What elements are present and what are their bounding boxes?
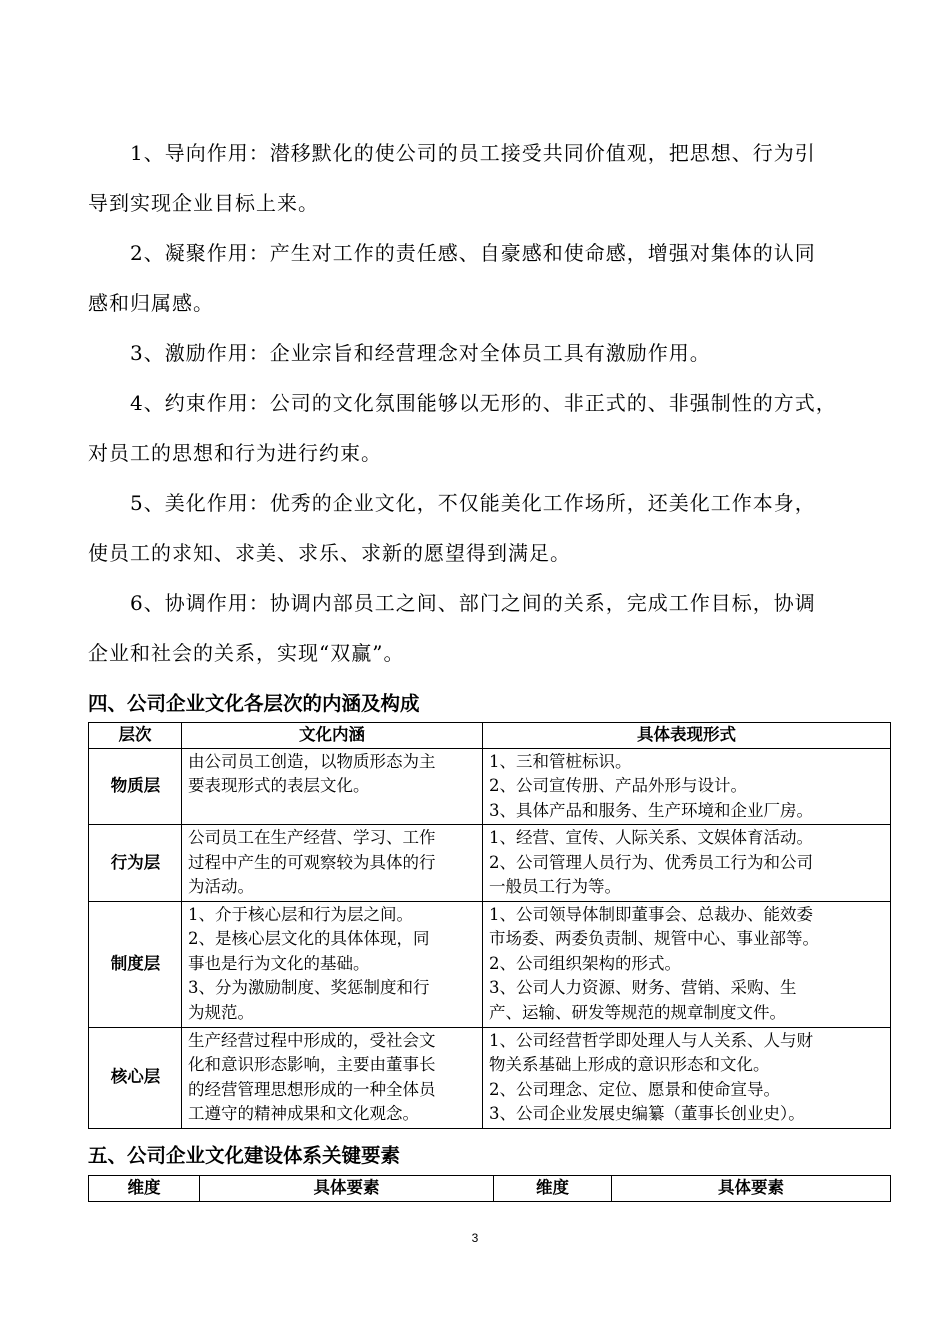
header-dimension: 维度 bbox=[89, 1176, 200, 1202]
forms-line: 2、公司理念、定位、愿景和使命宣导。 bbox=[489, 1079, 780, 1099]
key-elements-table bbox=[88, 1175, 891, 1202]
culture-levels-table bbox=[88, 722, 891, 1129]
level-cell: 制度层 bbox=[89, 901, 182, 1027]
paragraph-4-line-2: 对员工的思想和行为进行约束。 bbox=[88, 441, 382, 465]
meaning-line: 为规范。 bbox=[188, 1002, 254, 1022]
forms-line: 3、公司人力资源、财务、营销、采购、生 bbox=[489, 978, 797, 997]
header-forms: 具体表现形式 bbox=[483, 723, 891, 749]
meaning-line: 的经营管理思想形成的一种全体员 bbox=[188, 1079, 436, 1099]
meaning-line: 工遵守的精神成果和文化观念。 bbox=[188, 1104, 419, 1123]
paragraph-2-line-1: 2、凝聚作用：产生对工作的责任感、自豪感和使命感，增强对集体的认同 bbox=[88, 241, 816, 265]
table-header-row bbox=[89, 723, 891, 749]
forms-line: 2、公司管理人员行为、优秀员工行为和公司 bbox=[489, 852, 813, 872]
meaning-line: 由公司员工创造，以物质形态为主 bbox=[188, 751, 436, 771]
paragraph-6-line-2: 企业和社会的关系，实现“双赢”。 bbox=[88, 641, 405, 665]
forms-line: 1、公司领导体制即董事会、总裁办、能效委 bbox=[489, 904, 813, 924]
header-dimension: 维度 bbox=[494, 1176, 612, 1202]
forms-line: 3、公司企业发展史编纂（董事长创业史）。 bbox=[489, 1104, 805, 1123]
forms-line: 1、经营、宣传、人际关系、文娱体育活动。 bbox=[489, 828, 813, 847]
meaning-line: 1、介于核心层和行为层之间。 bbox=[188, 904, 413, 924]
table-row-material bbox=[89, 748, 891, 825]
header-elements: 具体要素 bbox=[200, 1176, 494, 1202]
meaning-line: 化和意识形态影响，主要由董事长 bbox=[188, 1055, 436, 1074]
forms-line: 市场委、两委负责制、规管中心、事业部等。 bbox=[489, 929, 819, 948]
level-cell: 核心层 bbox=[89, 1027, 182, 1128]
table-header-row bbox=[89, 1176, 891, 1202]
meaning-line: 事也是行为文化的基础。 bbox=[188, 953, 370, 973]
header-level: 层次 bbox=[89, 723, 182, 749]
paragraph-2-line-2: 感和归属感。 bbox=[88, 291, 214, 315]
paragraph-1-line-1: 1、导向作用：潜移默化的使公司的员工接受共同价值观，把思想、行为引 bbox=[88, 141, 816, 165]
table-row-behavior bbox=[89, 825, 891, 902]
paragraph-5-line-1: 5、美化作用：优秀的企业文化，不仅能美化工作场所，还美化工作本身， bbox=[88, 491, 816, 515]
forms-cell bbox=[483, 748, 891, 825]
forms-line: 1、三和管桩标识。 bbox=[489, 751, 632, 771]
meaning-line: 3、分为激励制度、奖惩制度和行 bbox=[188, 978, 430, 997]
section-4-heading: 四、公司企业文化各层次的内涵及构成 bbox=[88, 692, 420, 715]
level-cell: 行为层 bbox=[89, 825, 182, 902]
forms-line: 产、运输、研发等规范的规章制度文件。 bbox=[489, 1002, 786, 1022]
header-elements: 具体要素 bbox=[612, 1176, 891, 1202]
meaning-cell bbox=[182, 1027, 483, 1128]
forms-line: 1、公司经营哲学即处理人与人关系、人与财 bbox=[489, 1030, 813, 1050]
forms-cell bbox=[483, 901, 891, 1027]
forms-line: 3、具体产品和服务、生产环境和企业厂房。 bbox=[489, 800, 813, 820]
table-row-system bbox=[89, 901, 891, 1027]
section-5-heading: 五、公司企业文化建设体系关键要素 bbox=[88, 1144, 401, 1167]
level-cell: 物质层 bbox=[89, 748, 182, 825]
header-meaning: 文化内涵 bbox=[182, 723, 483, 749]
meaning-line: 要表现形式的表层文化。 bbox=[188, 776, 370, 795]
forms-line: 2、公司宣传册、产品外形与设计。 bbox=[489, 776, 747, 795]
meaning-cell bbox=[182, 825, 483, 902]
paragraph-6-line-1: 6、协调作用：协调内部员工之间、部门之间的关系，完成工作目标，协调 bbox=[88, 591, 816, 615]
paragraph-5-line-2: 使员工的求知、求美、求乐、求新的愿望得到满足。 bbox=[88, 541, 571, 565]
meaning-cell bbox=[182, 748, 483, 825]
forms-cell bbox=[483, 825, 891, 902]
paragraph-3-line-1: 3、激励作用：企业宗旨和经营理念对全体员工具有激励作用。 bbox=[88, 341, 711, 365]
meaning-line: 过程中产生的可观察较为具体的行 bbox=[188, 852, 436, 872]
forms-line: 物关系基础上形成的意识形态和文化。 bbox=[489, 1055, 770, 1074]
table-row-core bbox=[89, 1027, 891, 1128]
paragraph-1-line-2: 导到实现企业目标上来。 bbox=[88, 191, 319, 215]
forms-line: 2、公司组织架构的形式。 bbox=[489, 953, 681, 973]
meaning-line: 为活动。 bbox=[188, 877, 254, 896]
forms-cell bbox=[483, 1027, 891, 1128]
paragraph-4-line-1: 4、约束作用：公司的文化氛围能够以无形的、非正式的、非强制性的方式， bbox=[88, 391, 837, 415]
meaning-line: 公司员工在生产经营、学习、工作 bbox=[188, 828, 436, 847]
meaning-cell bbox=[182, 901, 483, 1027]
meaning-line: 2、是核心层文化的具体体现，同 bbox=[188, 929, 430, 948]
meaning-line: 生产经营过程中形成的，受社会文 bbox=[188, 1030, 436, 1050]
page-number: 3 bbox=[471, 1231, 479, 1245]
forms-line: 一般员工行为等。 bbox=[489, 877, 621, 896]
